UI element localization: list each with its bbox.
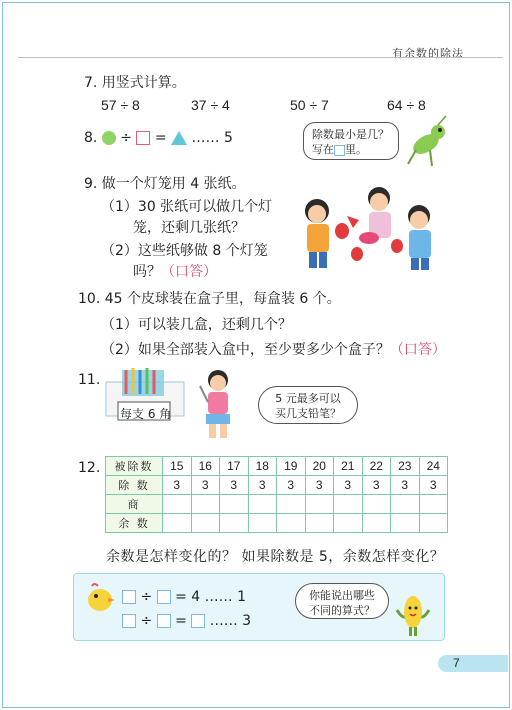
circle-icon bbox=[102, 131, 116, 145]
think-div-sign-1: ÷ bbox=[140, 589, 153, 605]
divisor-cell: 3 bbox=[362, 476, 391, 495]
remainder-cell[interactable] bbox=[391, 514, 420, 533]
q9-sub2-line1: （2）这些纸够做 8 个灯笼 bbox=[101, 243, 268, 259]
quotient-cell[interactable] bbox=[277, 495, 306, 514]
corn-mascot-icon bbox=[393, 590, 433, 638]
q7-expr-4: 64 ÷ 8 bbox=[387, 97, 426, 113]
row-header-remainder: 余 数 bbox=[106, 514, 163, 533]
remainder-cell[interactable] bbox=[334, 514, 363, 533]
remainder-cell[interactable] bbox=[191, 514, 220, 533]
q9-sub1-line2: 笼，还剩几张纸？ bbox=[133, 220, 245, 236]
think-result-1: = 4 …… 1 bbox=[175, 589, 246, 605]
q9-sub1-line1: （1）30 张纸可以做几个灯 bbox=[101, 199, 273, 215]
q10-label: 10. 45 个皮球装在盒子里，每盒装 6 个。 bbox=[78, 291, 341, 307]
remainder-cell[interactable] bbox=[362, 514, 391, 533]
q11-hint-line2: 买几支铅笔？ bbox=[275, 407, 341, 420]
q12-question: 余数是怎样变化的？ 如果除数是 5，余数怎样变化？ bbox=[106, 549, 445, 565]
divisor-cell: 3 bbox=[220, 476, 249, 495]
section-title: 有余数的除法 bbox=[392, 47, 464, 60]
think-hint-bubble bbox=[295, 583, 389, 619]
quotient-cell[interactable] bbox=[248, 495, 277, 514]
quotient-cell[interactable] bbox=[419, 495, 448, 514]
q10-sub2-text: （2）如果全部装入盒中，至少要多少个盒子？ bbox=[101, 342, 390, 358]
row-header-quotient: 商 bbox=[106, 495, 163, 514]
blank-box-icon[interactable] bbox=[157, 590, 171, 604]
q8-eq-sign: = bbox=[154, 130, 167, 146]
page-number: 7 bbox=[453, 656, 460, 670]
table-row-quotient bbox=[106, 495, 448, 514]
dividend-cell: 24 bbox=[419, 457, 448, 476]
dividend-cell: 16 bbox=[191, 457, 220, 476]
think-div-sign-2: ÷ bbox=[140, 613, 153, 629]
dividend-cell: 18 bbox=[248, 457, 277, 476]
q7-label: 7. 用竖式计算。 bbox=[84, 75, 186, 91]
divisor-cell: 3 bbox=[277, 476, 306, 495]
table-row-remainder bbox=[106, 514, 448, 533]
remainder-cell[interactable] bbox=[277, 514, 306, 533]
q8-hint-line1: 除数最小是几？ bbox=[312, 128, 389, 141]
remainder-cell[interactable] bbox=[220, 514, 249, 533]
blank-box-icon bbox=[334, 145, 345, 156]
divisor-cell: 3 bbox=[163, 476, 192, 495]
quotient-cell[interactable] bbox=[191, 495, 220, 514]
bird-mascot-icon bbox=[84, 580, 116, 614]
q8-div-sign: ÷ bbox=[120, 130, 132, 146]
blank-box-icon[interactable] bbox=[191, 614, 205, 628]
dividend-cell: 20 bbox=[305, 457, 334, 476]
q8-hint-line2a: 写在 bbox=[312, 143, 334, 156]
divisor-cell: 3 bbox=[334, 476, 363, 495]
remainder-cell[interactable] bbox=[419, 514, 448, 533]
think-equation-1 bbox=[122, 588, 246, 606]
blank-box-icon[interactable] bbox=[122, 614, 136, 628]
q8-equation bbox=[84, 129, 233, 147]
q11-label: 11. bbox=[78, 372, 101, 388]
triangle-icon bbox=[171, 131, 187, 145]
header-divider bbox=[18, 57, 503, 58]
quotient-cell[interactable] bbox=[163, 495, 192, 514]
q7-expr-3: 50 ÷ 7 bbox=[290, 97, 329, 113]
quotient-cell[interactable] bbox=[334, 495, 363, 514]
square-icon bbox=[136, 131, 150, 145]
quotient-cell[interactable] bbox=[362, 495, 391, 514]
quotient-cell[interactable] bbox=[391, 495, 420, 514]
q7-expr-1: 57 ÷ 8 bbox=[101, 97, 140, 113]
remainder-cell[interactable] bbox=[163, 514, 192, 533]
q9-label: 9. 做一个灯笼用 4 张纸。 bbox=[84, 176, 246, 192]
think-eq-sign-2: = bbox=[175, 613, 187, 629]
q8-label: 8. bbox=[84, 130, 98, 146]
divisor-cell: 3 bbox=[305, 476, 334, 495]
think-hint-line1: 你能说出哪些 bbox=[309, 589, 375, 602]
quotient-cell[interactable] bbox=[305, 495, 334, 514]
remainder-cell[interactable] bbox=[305, 514, 334, 533]
q10-sub1: （1）可以装几盒，还剩几个？ bbox=[101, 317, 292, 333]
row-header-divisor: 除 数 bbox=[106, 476, 163, 495]
division-table bbox=[105, 456, 448, 533]
q10-oral-tag: （口答） bbox=[389, 342, 446, 358]
q11-hint-bubble bbox=[258, 386, 358, 424]
q8-hint-bubble bbox=[303, 122, 399, 160]
think-result-2: …… 3 bbox=[209, 613, 252, 629]
q11-hint-line1: 5 元最多可以 bbox=[275, 392, 341, 405]
q12-label: 12. bbox=[78, 460, 101, 476]
divisor-cell: 3 bbox=[248, 476, 277, 495]
dividend-cell: 22 bbox=[362, 457, 391, 476]
dividend-cell: 17 bbox=[220, 457, 249, 476]
price-tag: 每支 6 角 bbox=[120, 407, 172, 421]
dividend-cell: 23 bbox=[391, 457, 420, 476]
children-lanterns-illustration bbox=[297, 186, 447, 276]
divisor-cell: 3 bbox=[419, 476, 448, 495]
table-row-dividend bbox=[106, 457, 448, 476]
dividend-cell: 15 bbox=[163, 457, 192, 476]
girl-with-pencil-illustration bbox=[194, 368, 240, 440]
dividend-cell: 21 bbox=[334, 457, 363, 476]
q7-expr-2: 37 ÷ 4 bbox=[191, 97, 230, 113]
quotient-cell[interactable] bbox=[220, 495, 249, 514]
q9-sub2-text: 吗？ bbox=[133, 264, 161, 280]
q8-remainder: …… 5 bbox=[191, 130, 233, 146]
q9-oral-tag: （口答） bbox=[161, 264, 217, 280]
think-equation-2 bbox=[122, 612, 251, 630]
blank-box-icon[interactable] bbox=[157, 614, 171, 628]
blank-box-icon[interactable] bbox=[122, 590, 136, 604]
table-row-divisor bbox=[106, 476, 448, 495]
divisor-cell: 3 bbox=[391, 476, 420, 495]
grasshopper-icon bbox=[402, 114, 452, 169]
row-header-dividend: 被除数 bbox=[106, 457, 163, 476]
divisor-cell: 3 bbox=[191, 476, 220, 495]
q8-hint-line2b: 里。 bbox=[345, 143, 367, 156]
page-number-tab bbox=[438, 655, 508, 672]
think-box bbox=[73, 573, 445, 641]
q9-sub2-line2 bbox=[133, 263, 217, 281]
think-hint-line2: 不同的算式？ bbox=[309, 604, 375, 617]
dividend-cell: 19 bbox=[277, 457, 306, 476]
remainder-cell[interactable] bbox=[248, 514, 277, 533]
q10-sub2 bbox=[101, 341, 446, 359]
